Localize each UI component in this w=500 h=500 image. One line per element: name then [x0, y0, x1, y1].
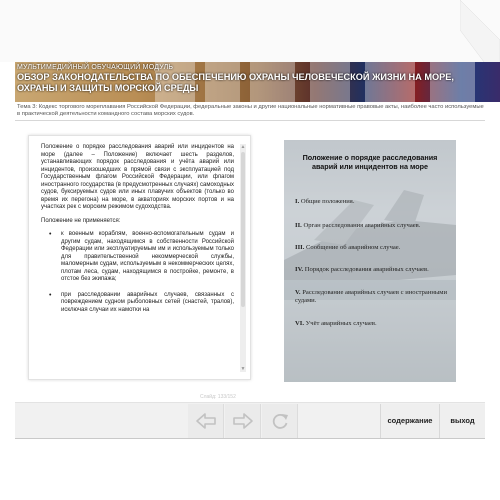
contents-button[interactable]: содержание	[380, 404, 439, 438]
list-item: • при расследовании аварийных случаев, связанных с повреждением судном рыболовных сетей (снастей, тралов), исключая случаи их намотки на	[49, 292, 234, 315]
slide-counter: Слайд: 133/152	[200, 394, 236, 400]
list-item: • к военным кораблям, военно-вспомогательным судам и другим судам, находящимся в собственности Российской Федерации или эксплуатируемым им и используемым только для правительственной некоммерческой службы, маломерным судам, используемым в некоммерческих целях, плотам леса, судам, находящимся в постройке, ремонте, в отстое без экипажа;	[49, 231, 234, 284]
forward-button[interactable]	[225, 404, 261, 438]
image-panel-title: Положение о порядке расследования аварий или инцидентов на море	[302, 153, 438, 171]
page-corner-fold	[460, 0, 500, 70]
exceptions-heading: Положение не применяется:	[41, 217, 121, 224]
text-panel	[28, 135, 251, 380]
scrollbar[interactable]	[240, 144, 246, 372]
section-item: I. Общие положения.	[295, 198, 355, 205]
page-background	[0, 0, 500, 62]
bottom-divider	[15, 438, 485, 439]
section-item: IV. Порядок расследования аварийных случаев.	[295, 266, 429, 273]
image-overlay	[284, 140, 456, 382]
back-button[interactable]	[188, 404, 224, 438]
divider	[15, 120, 485, 121]
arrow-right-icon	[232, 412, 254, 430]
intro-paragraph: Положение о порядке расследования аварий или инцидентов на море (далее – Положение) включает шесть разделов, устанавливающих порядок расследования и учёта аварий или инцидентов, произошедших в прямой связи с эксплуатацией под Государственным флагом Российской Федерации, или флагом иностранного государства (в предусмотренных случаях) самоходных судов, буксируемых судов или иных плавучих объектов (только во время их перегона) на море, в акваториях морских портов и на участках рек с морским режимом судоходства.	[41, 144, 234, 210]
scroll-up-icon[interactable]: ▲	[240, 144, 246, 150]
scroll-down-icon[interactable]: ▼	[240, 366, 246, 372]
arrow-left-icon	[195, 412, 217, 430]
replay-icon	[269, 412, 291, 430]
exit-button[interactable]: выход	[439, 404, 485, 438]
exceptions-list	[49, 231, 234, 314]
text-content	[41, 144, 234, 322]
topic-description: Тема 3: Кодекс торгового мореплавания Российской Федерации, федеральные законы и другие национальные нормативные правовые акты, наиболее часто используемые в практической деятельности командного состава морских судов.	[17, 104, 484, 117]
section-item: III. Сообщение об аварийном случае.	[295, 244, 401, 251]
section-item: V. Расследование аварийных случаев с иностранными судами.	[295, 289, 448, 304]
replay-button[interactable]	[262, 404, 298, 438]
scrollbar-thumb[interactable]	[241, 152, 245, 307]
section-item: VI. Учёт аварийных случаев.	[295, 320, 377, 327]
section-item: II. Орган расследования аварийных случаев.	[295, 222, 421, 229]
module-title: ОБЗОР ЗАКОНОДАТЕЛЬСТВА ПО ОБЕСПЕЧЕНИЮ ОХРАНЫ ЧЕЛОВЕЧЕСКОЙ ЖИЗНИ НА МОРЕ, ОХРАНЫ И ЗАЩИТЫ МОРСКОЙ СРЕДЫ	[17, 72, 454, 93]
module-subtitle: МУЛЬТИМЕДИЙНЫЙ ОБУЧАЮЩИЙ МОДУЛЬ	[17, 64, 174, 71]
image-panel	[284, 140, 456, 382]
